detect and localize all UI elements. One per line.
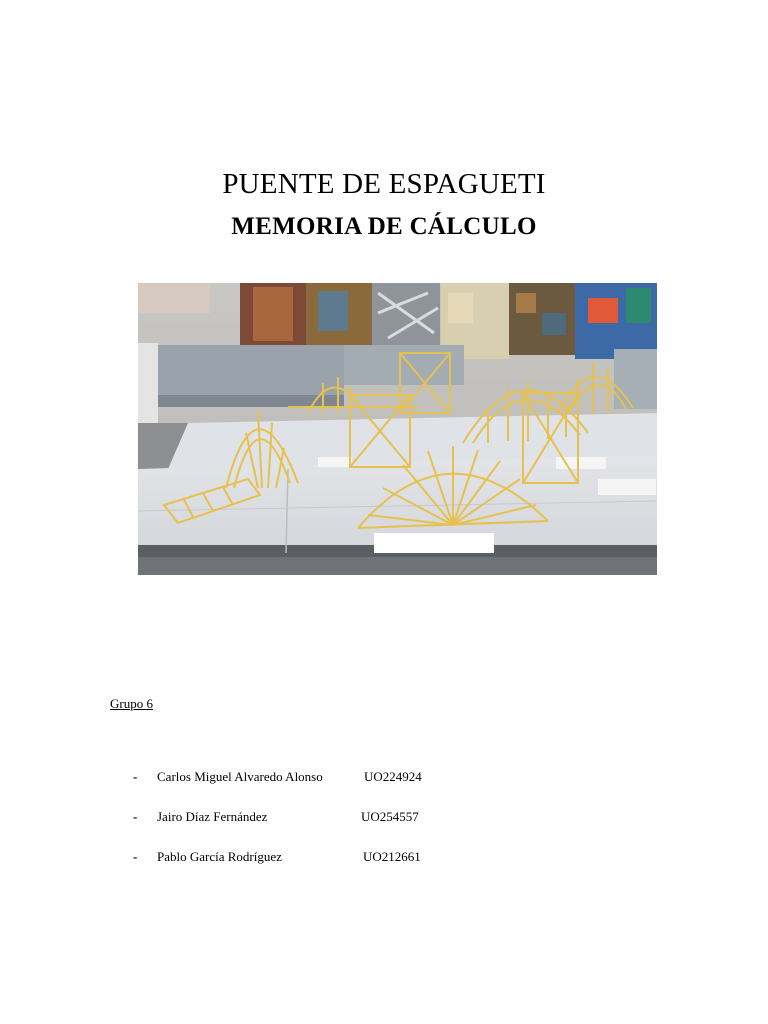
cover-photo	[138, 283, 657, 575]
bench	[144, 345, 344, 397]
member-student-id: UO224924	[364, 769, 422, 784]
member-name: Pablo García Rodríguez	[157, 849, 282, 864]
document-subtitle: MEMORIA DE CÁLCULO	[231, 213, 537, 240]
member-item	[0, 849, 520, 867]
member-student-id: UO254557	[361, 809, 419, 824]
list-bullet: -	[133, 809, 138, 824]
member-name: Jairo Díaz Fernández	[157, 809, 268, 824]
member-item	[0, 769, 520, 787]
member-student-id: UO212661	[363, 849, 421, 864]
group-label: Grupo 6	[110, 696, 153, 711]
member-item	[0, 809, 520, 827]
document-title: PUENTE DE ESPAGUETI	[222, 168, 546, 200]
list-bullet: -	[133, 769, 138, 784]
list-bullet: -	[133, 849, 138, 864]
poster	[138, 283, 210, 313]
cover-photo-illustration	[138, 283, 657, 575]
member-name: Carlos Miguel Alvaredo Alonso	[157, 769, 323, 784]
